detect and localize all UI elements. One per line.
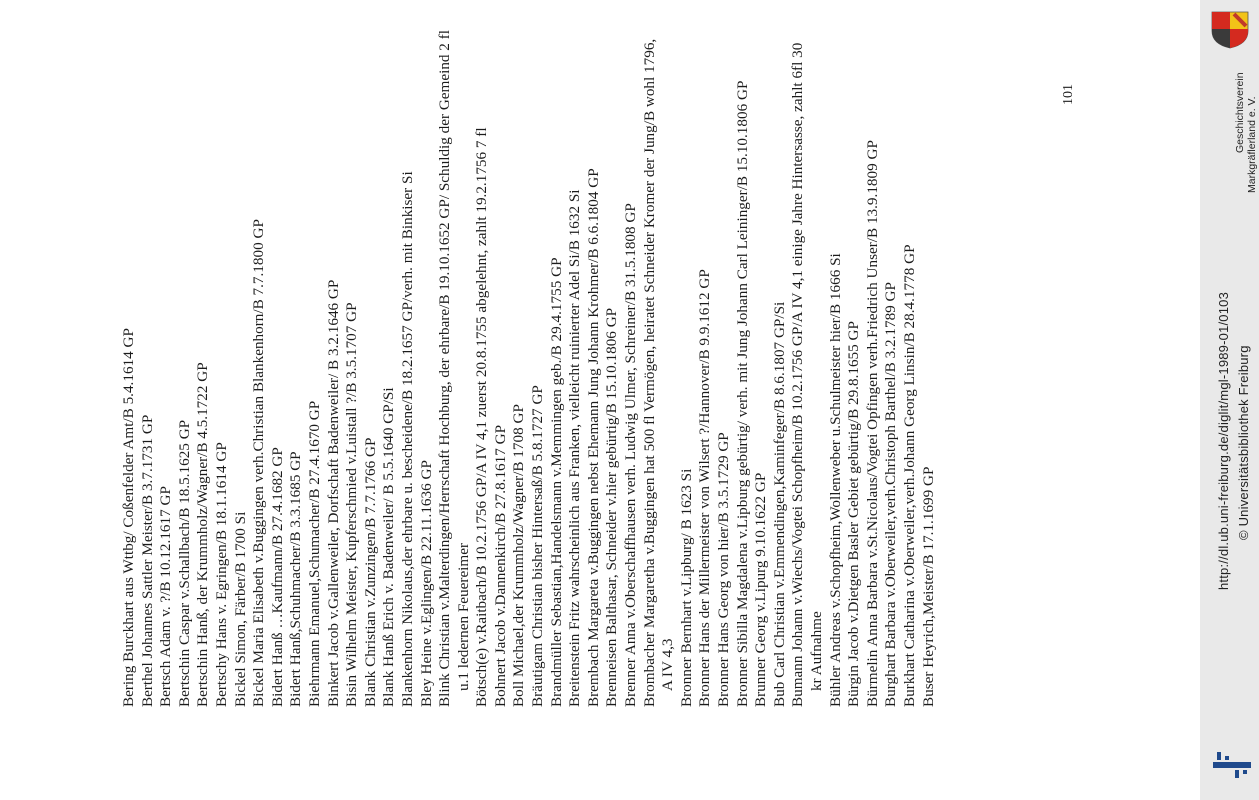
university-library-logo: [1211, 749, 1253, 781]
register-entry: Bronner Hans Georg von hier/B 3.5.1729 GP: [715, 432, 732, 707]
register-entry: Bohnert Jacob v.Dannenkirch/B 27.8.1617 GP: [491, 424, 509, 707]
register-entry: Brombacher Margaretha v.Buggingen hat 500 fl Vermögen, heiratet Schneider Kromer der Jung/B wohl 1796, A IV 4,3: [640, 38, 677, 707]
register-entry: Biehrmann Emanuel,Schumacher/B 27.4.1670 GP: [305, 400, 323, 707]
register-entry: Bumann Johann v.Wiechs/Vogtei Schopfheim/B 10.2.1756 GP/A IV 4,1 einige Jahre Hintersasse, zahlt 6fl 30 kr Aufnahme: [789, 42, 825, 707]
register-entry: Bidert Hanß …Kaufmann/B 27.4.1682 GP: [268, 447, 286, 707]
register-entry: Bley Heine v.Eglingen/B 22.11.1636 GP: [417, 460, 435, 707]
register-entry: Bertsch Adam v. ?/B 10.12.1617 GP: [157, 486, 175, 707]
register-entry: Bronner Sibilla Magdalena v.Lipburg gebürtig/ verh. mit Jung Johann Carl Leininger/B 15.10.1806 GP: [733, 80, 751, 707]
register-entry: Brenner Anna v.Oberschaffhausen verh. Ludwig Ulmer, Schreiner/B 31.5.1808 GP: [622, 203, 640, 707]
register-entry: Blank Hanß Erich v. Badenweiler/ B 5.5.1640 GP/Si: [380, 387, 398, 707]
register-entry: Brembach Margareta v.Buggingen nebst Ehemann Jung Johann Krohmer/B 6.6.1804 GP: [584, 168, 602, 707]
register-entry: Brandmüller Sebastian,Handelsmann v.Memmingen geb./B 29.4.1755 GP: [547, 257, 565, 707]
register-entry: Blink Christian v.Malterdingen/Herrschaft Hochburg, der ehrbare/B 19.10.1652 GP/ Schuldig der Gemeind 2 fl u.1 ledernen Feuereimer: [436, 30, 472, 707]
register-entry: Burkhart Catharina v.Oberweiler,verh.Johann Georg Linsin/B 28.4.1778 GP: [900, 244, 918, 707]
register-entry: Bronner Bernhart v.Lipburg/ B 1623 Si: [677, 468, 695, 707]
copyright-library: © Universitätsbibliothek Freiburg: [1236, 345, 1251, 540]
source-url[interactable]: http://dl.ub.uni-freiburg.de/diglit/mgl-1989-01/0103: [1216, 291, 1231, 590]
register-entry: Boll Michael,der Krummholz/Wagner/B 1708 GP: [510, 404, 528, 707]
register-entries: [120, 27, 938, 707]
register-entry: Bronner Hans der Millermeister von Wilsert ?/Hannover/B 9.9.1612 GP: [696, 269, 714, 707]
page-number: 101: [1061, 84, 1076, 105]
register-entry: Breitenstein Fritz wahrscheinlich aus Franken, vielleicht ruinierter Adel Si/B 1632 Si: [566, 189, 584, 707]
register-entry: Berthel Johannes Sattler Meister/B 3.7.1731 GP: [138, 414, 156, 707]
register-entry: Bering Burckhart aus Wttbg/ Coßenfelder Amt/B 5.4.1614 GP: [120, 328, 137, 707]
register-entry: Bötsch(e) v.Raitbach/B 10.2.1756 GP/A IV 4,1 zuerst 20.8.1755 abgelehnt, zahlt 19.2.1756 7 fl: [473, 127, 491, 707]
page-content: [110, 0, 1190, 800]
register-entry: Bidert Hanß,Schuhmacher/B 3.3.1685 GP: [287, 451, 305, 707]
coat-of-arms-logo: [1209, 9, 1251, 49]
register-entry: Bisin Wilhelm Meister, Kupferschmied v.Luistall ?/B 3.5.1707 GP: [343, 302, 361, 707]
register-entry: Bub Carl Christian v.Emmendingen,Kaminfeger/B 8.6.1807 GP/Si: [770, 301, 788, 707]
society-name-line1: Geschichtsverein: [1234, 72, 1246, 153]
register-entry: Bräutigam Christian bisher Hintersaß/B 5.8.1727 GP: [529, 385, 547, 707]
society-name-line2: Markgräflerland e. V.: [1246, 96, 1258, 193]
register-entry: Blankenhorn Nikolaus,der ehrbare u. bescheidene/B 18.2.1657 GP/verh. mit Binkiser Si: [398, 171, 416, 707]
register-entry: Bertschin Hanß, der Krummholz/Wagner/B 4.5.1722 GP: [194, 362, 212, 707]
register-entry: Burghart Barbara v.Oberweiler,verh.Christoph Barthel/B 3.2.1789 GP: [882, 282, 900, 707]
register-entry: Bertschy Hans v. Egringen/B 18.1.1614 GP: [212, 442, 230, 707]
register-entry: Brenneisen Balthasar, Schneider v.hier gebürtig/B 15.10.1806 GP: [603, 307, 621, 707]
register-entry: Bürmelin Anna Barbara v.St.Nicolaus/Vogtei Opfingen verh.Friedrich Unser/B 13.9.1809 GP: [863, 140, 881, 707]
register-entry: Bertschin Caspar v.Schallbach/B 18.5.1625 GP: [175, 419, 193, 707]
register-entry: Binkert Jacob v.Gallenweiler, Dorfschaft Badenweiler/ B 3.2.1646 GP: [324, 279, 342, 707]
register-entry: Bickel Maria Elisabeth v.Buggingen verh.Christian Blankenhorn/B 7.7.1800 GP: [250, 219, 268, 707]
register-entry: Buser Heyrich,Meister/B 17.1.1699 GP: [919, 466, 937, 707]
register-entry: Bürgin Jacob v.Dietgen Basler Gebiet gebürtig/B 29.8.1655 GP: [845, 321, 863, 707]
register-entry: Blank Christian v.Zunzingen/B 7.7.1766 GP: [361, 437, 379, 707]
register-entry: Brunner Georg v.Lipurg 9.10.1622 GP: [752, 472, 770, 707]
register-entry: Bickel Simon, Färber/B 1700 Si: [231, 511, 249, 707]
register-entry: Bühler Andreas v.Schopfheim,Wollenweber u.Schulmeister hier/B 1666 Si: [826, 253, 844, 707]
